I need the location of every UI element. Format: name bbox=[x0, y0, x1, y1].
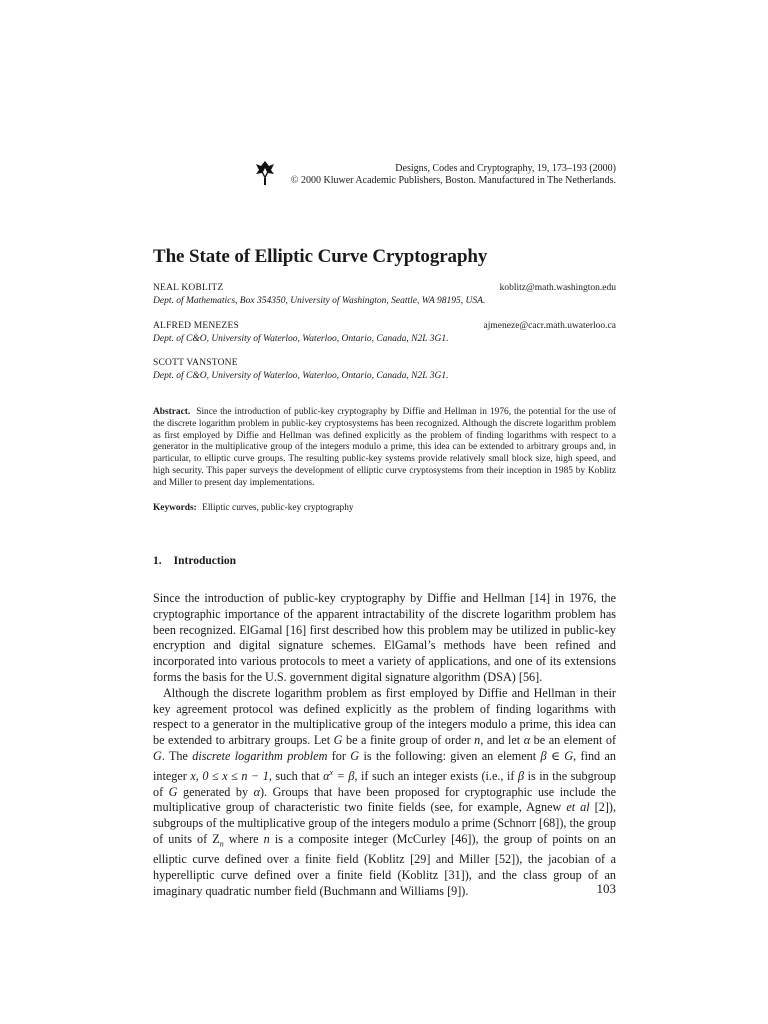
author-name: SCOTT VANSTONE bbox=[153, 358, 238, 368]
paper-title: The State of Elliptic Curve Cryptography bbox=[153, 246, 488, 267]
math-inline: 0 ≤ x ≤ n − 1 bbox=[202, 768, 269, 783]
author-name: NEAL KOBLITZ bbox=[153, 283, 224, 293]
section-number: 1. bbox=[153, 555, 162, 567]
emphasized-term: discrete logarithm problem bbox=[192, 748, 328, 763]
journal-citation: Designs, Codes and Cryptography, 19, 173–193 (2000) bbox=[395, 163, 616, 174]
abstract bbox=[153, 407, 616, 490]
author-email[interactable]: koblitz@math.washington.edu bbox=[499, 283, 616, 293]
author-email[interactable]: ajmeneze@cacr.math.uwaterloo.ca bbox=[483, 321, 616, 331]
abstract-text: Since the introduction of public-key cryptography by Diffie and Hellman in 1976, the potential for the use of the discrete logarithm problem in public-key cryptosystems has been recognized. Although the discrete logarithm problem as first employed by Diffie and Hellman was defined explicitly as the problem of finding logarithms with respect to a generator in the multiplicative group of the integers modulo a prime, this idea can be extended to arbitrary groups and, in particular, to elliptic curve groups. The resulting public-key systems provide relatively small block size, high speed, and high security. This paper surveys the development of elliptic curve cryptosystems from their inception in 1985 by Koblitz and Miller to present day implementations. bbox=[153, 407, 616, 488]
paragraph: Although the discrete logarithm problem as first employed by Diffie and Hellman in their key agreement protocol was defined explicitly as the problem of finding logarithms with respect to a generator in the multiplicative group of the integers modulo a prime, this idea can be extended to arbitrary groups. Let G be a finite group of order n, and let α be an element of G. The discrete logarithm problem for G is the following: given an element β ∈ G, find an integer x, 0 ≤ x ≤ n − 1, such that $\alpha^x = \beta$, if such an integer exists (i.e., if β is in the subgroup of G generated by α). Groups that have been proposed for cryptographic use include the multiplicative group of characteristic two finite fields (see, for example, Agnew et al [2]), subgroups of the multiplicative group of the integers modulo a prime (Schnorr [68]), the group of units of $Z_n$ where n is a composite integer (McCurley [46]), the group of points on an elliptic curve defined over a finite field (Koblitz [29] and Miller [52]), the jacobian of a hyperelliptic curve defined over a finite field (Koblitz [31]), and the class group of an imaginary quadratic number field (Buchmann and Williams [9]). bbox=[153, 685, 617, 898]
keywords-label: Keywords: bbox=[153, 503, 197, 513]
page-number: 103 bbox=[596, 881, 616, 896]
author-affiliation: Dept. of Mathematics, Box 354350, University of Washington, Seattle, WA 98195, USA. bbox=[153, 296, 486, 306]
keywords bbox=[153, 503, 354, 513]
abstract-label: Abstract. bbox=[153, 407, 191, 417]
math-inline: β ∈ G bbox=[540, 748, 574, 763]
section-heading bbox=[153, 555, 236, 567]
journal-header bbox=[150, 163, 616, 187]
keywords-text: Elliptic curves, public-key cryptography bbox=[202, 503, 354, 513]
author-affiliation: Dept. of C&O, University of Waterloo, Waterloo, Ontario, Canada, N2L 3G1. bbox=[153, 371, 449, 381]
author-affiliation: Dept. of C&O, University of Waterloo, Waterloo, Ontario, Canada, N2L 3G1. bbox=[153, 334, 449, 344]
copyright-notice: © 2000 Kluwer Academic Publishers, Boston. Manufactured in The Netherlands. bbox=[290, 175, 616, 186]
body-text bbox=[153, 591, 616, 900]
paragraph: Since the introduction of public-key cryptography by Diffie and Hellman [14] in 1976, the cryptographic importance of the apparent intractability of the discrete logarithm problem has been recognized. ElGamal [16] first described how this problem may be utilized in public-key encryption and digital signature schemes. ElGamal’s methods have been refined and incorporated into various protocols to meet a variety of applications, and one of its extensions forms the basis for the U.S. government digital signature algorithm (DSA) [56]. bbox=[153, 591, 616, 684]
math-inline: $\alpha^x = \beta$ bbox=[323, 767, 355, 783]
math-inline: $Z_n$ bbox=[212, 832, 224, 849]
section-title: Introduction bbox=[173, 555, 237, 567]
author-name: ALFRED MENEZES bbox=[153, 321, 239, 331]
